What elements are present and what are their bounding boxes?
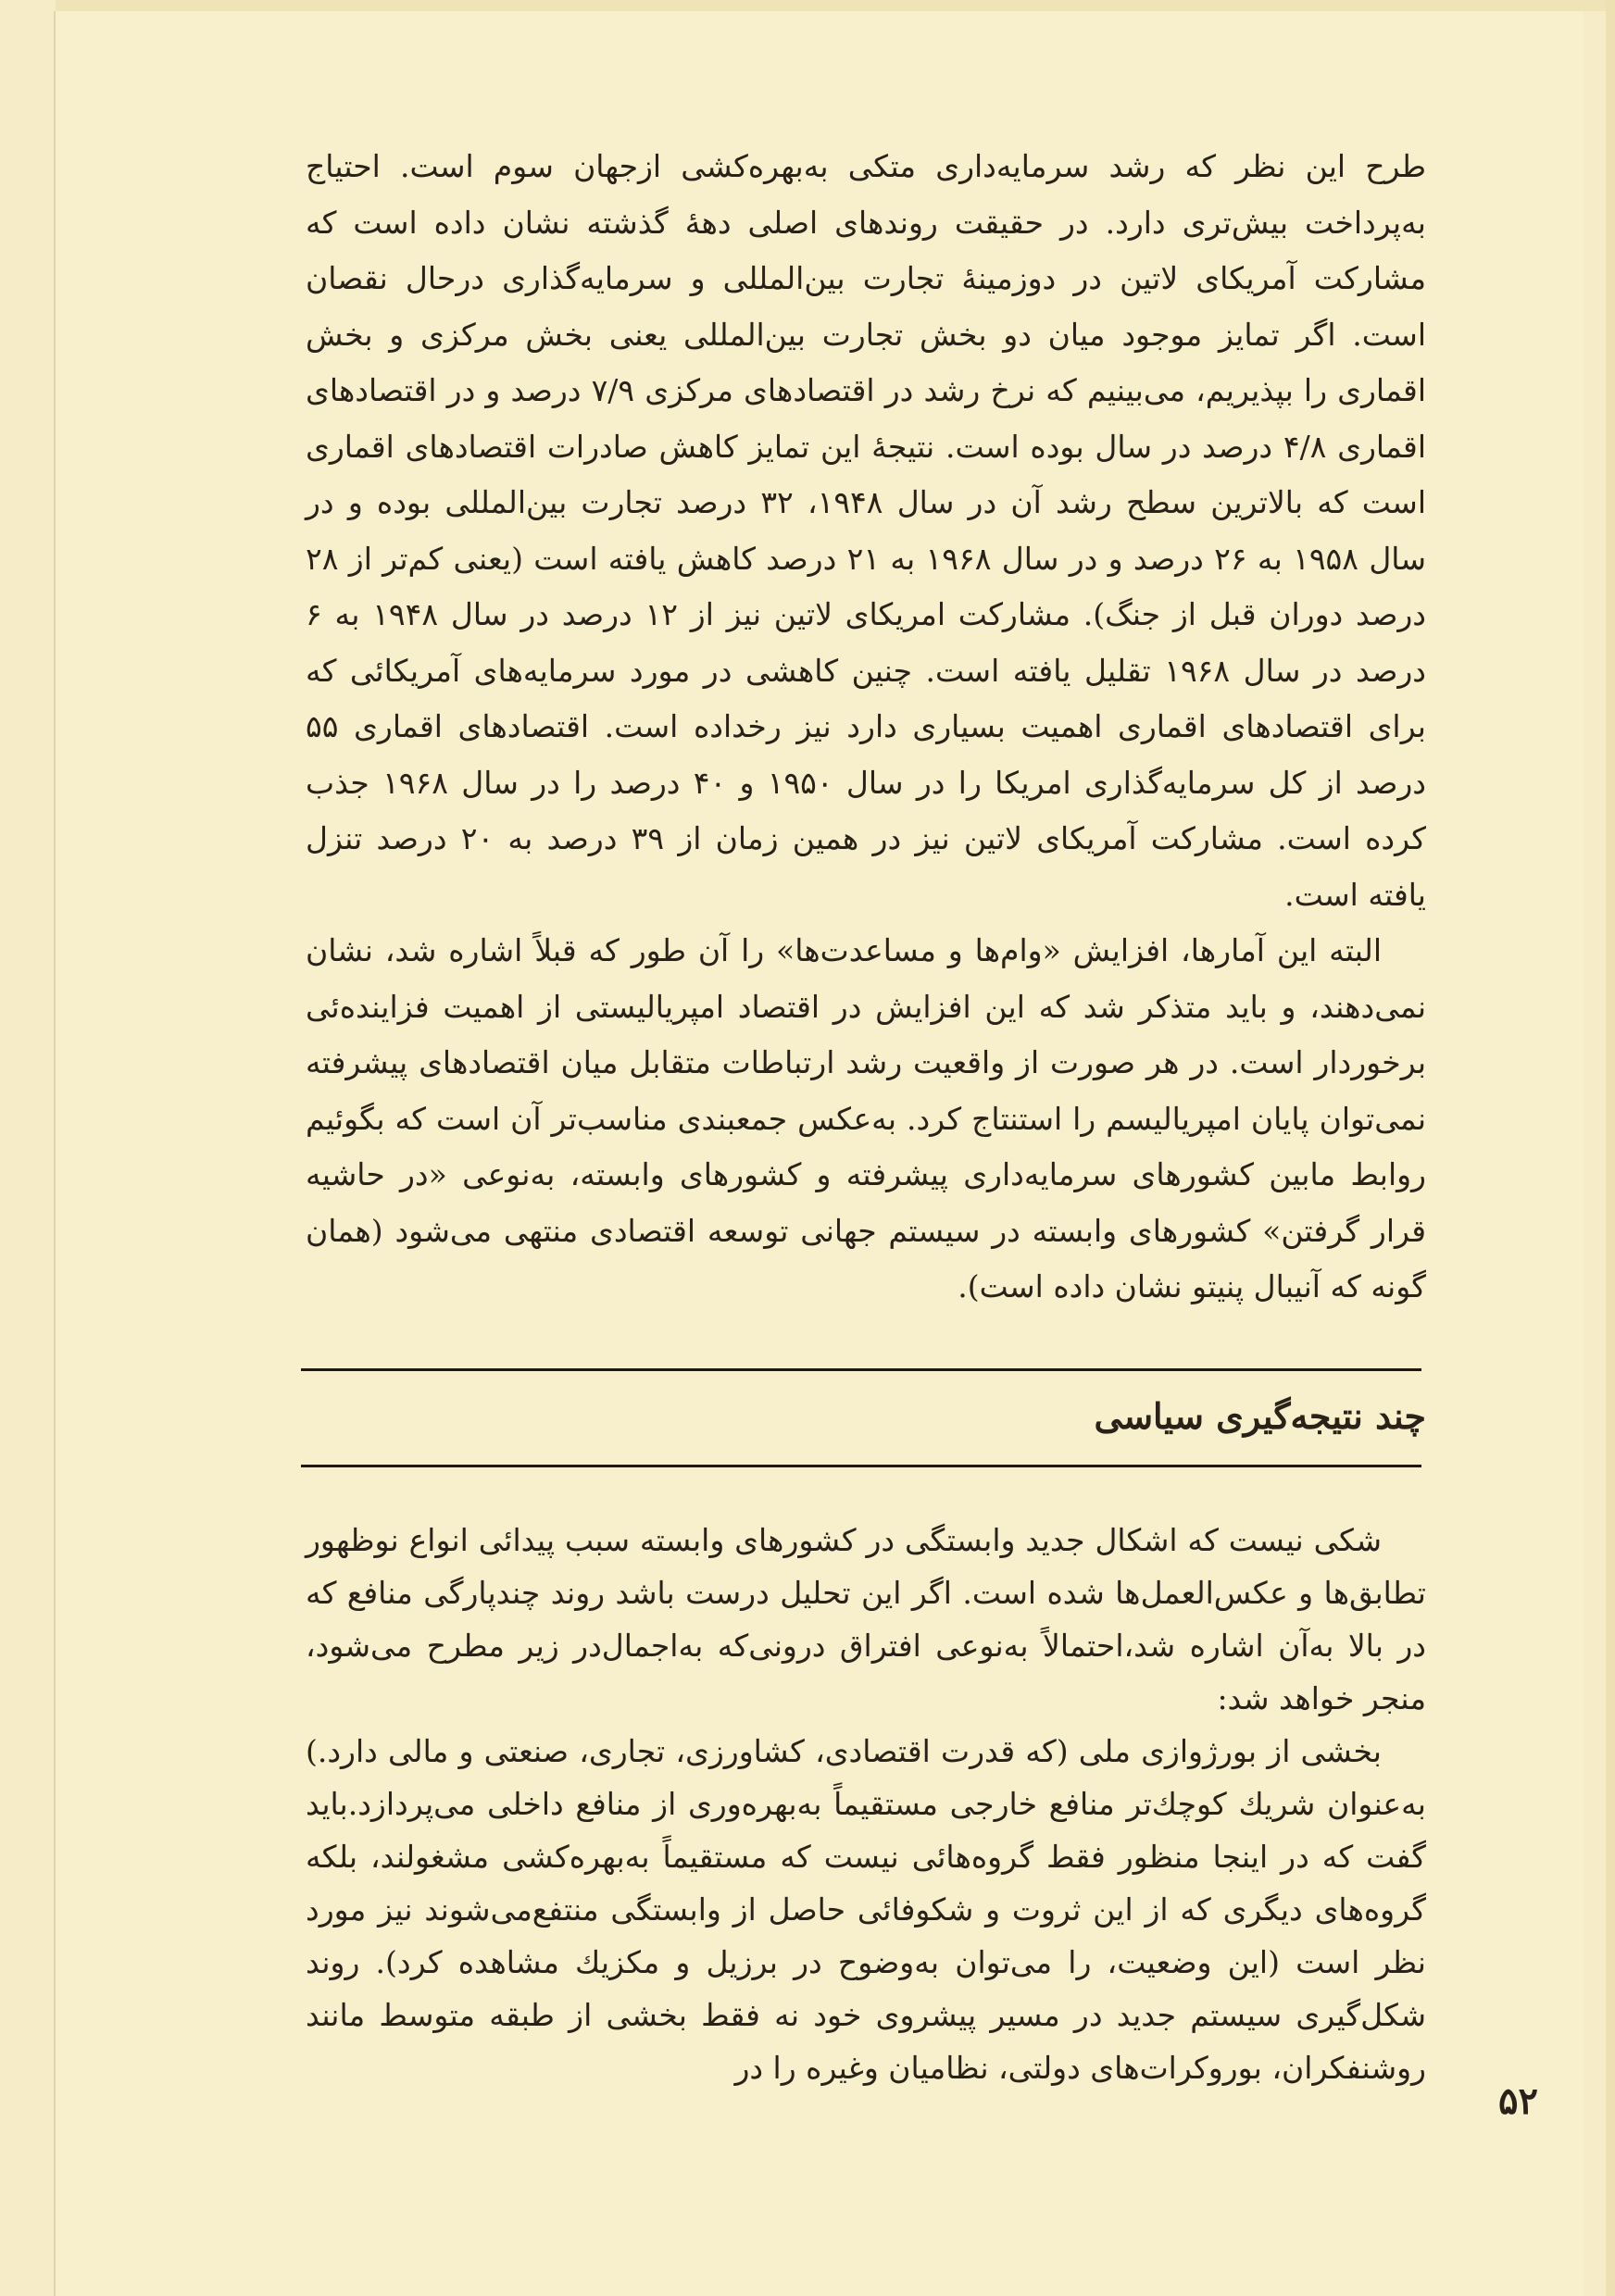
page-right-edge xyxy=(1606,0,1615,2296)
page-number: ۵۲ xyxy=(1498,2079,1538,2123)
section-divider-top xyxy=(301,1368,1421,1371)
paragraph: بخشی از بورژوازی ملی (که قدرت اقتصادی، کشاورزی، تجاری، صنعتی و مالی دارد.) به‌عنوان شریك کوچك‌تر منافع خارجی مستقیماً به‌بهره‌وری از منافع داخلی می‌پردازد.باید گفت که در اینجا منظور فقط گروه‌هائی نیست که مستقیماً به‌بهره‌کشی مشغولند، بلکه گروه‌های دیگری که از این ثروت و شکوفائی حاصل از وابستگی منتفع‌می‌شوند نیز مورد نظر است (این وضعیت، را می‌توان به‌وضوح در برزیل و مکزیك مشاهده کرد). روند شکل‌گیری سیستم جدید در مسیر پیشروی خود نه فقط بخشی از طبقه متوسط مانند روشنفکران، بوروکرات‌های دولتی، نظامیان وغیره را در xyxy=(306,1733,1426,2086)
paragraph: شکی نیست که اشکال جدید وابستگی در کشورهای وابسته سبب پیدائی انواع نوظهور تطابق‌ها و عکس‌العمل‌ها شده است. اگر این تحلیل درست باشد روند چندپارگی منافع که در بالا به‌آن اشاره شد،احتمالاً به‌نوعی افتراق درونی‌که به‌اجمال‌در زیر مطرح می‌شود، منجر خواهد شد: xyxy=(306,1522,1426,1716)
page-top-edge xyxy=(56,0,1615,11)
paragraph: طرح این نظر که رشد سرمایه‌داری متکی به‌بهره‌کشی ازجهان سوم است. احتیاج به‌پرداخت بیش‌تری دارد. در حقیقت روندهای اصلی دههٔ گذشته نشان داده است که مشارکت آمریکای لاتین در دوزمینهٔ تجارت بین‌المللی و سرمایه‌گذاری درحال نقصان است. اگر تمایز موجود میان دو بخش تجارت بین‌المللی یعنی بخش مرکزی و بخش اقماری را بپذیریم، می‌بینیم که نرخ رشد در اقتصادهای مرکزی ۷/۹ درصد و در اقتصادهای اقماری ۴/۸ درصد در سال بوده است. نتیجهٔ این تمایز کاهش صادرات اقتصادهای اقماری است که بالاترین سطح رشد آن در سال ۱۹۴۸، ۳۲ درصد تجارت بین‌المللی بوده و در سال ۱۹۵۸ به ۲۶ درصد و در سال ۱۹۶۸ به ۲۱ درصد کاهش یافته است (یعنی کم‌تر از ۲۸ درصد دوران قبل از جنگ). مشارکت امریکای لاتین نیز از ۱۲ درصد در سال ۱۹۴۸ به ۶ درصد در سال ۱۹۶۸ تقلیل یافته است. چنین کاهشی در مورد سرمایه‌های آمریکائی که برای اقتصادهای اقماری اهمیت بسیاری دارد نیز رخداده است. اقتصادهای اقماری ۵۵ درصد از کل سرمایه‌گذاری امریکا را در سال ۱۹۵۰ و ۴۰ درصد را در سال ۱۹۶۸ جذب کرده است. مشارکت آمریکای لاتین نیز در همین زمان از ۳۹ درصد به ۲۰ درصد تنزل یافته است. xyxy=(306,148,1426,913)
section-divider-bottom xyxy=(301,1465,1421,1467)
main-text-block xyxy=(306,139,1426,1316)
paragraph: البته این آمارها، افزایش «وام‌ها و مساعدت‌ها» را آن طور که قبلاً اشاره شد، نشان نمی‌دهند، و باید متذکر شد که این افزایش در اقتصاد امپریالیستی از اهمیت فزاینده‌ئی برخوردار است. در هر صورت از واقعیت رشد ارتباطات متقابل میان اقتصادهای پیشرفته نمی‌توان پایان امپریالیسم را استنتاج کرد. به‌عکس جمعبندی مناسب‌تر آن است که بگوئیم روابط مابین کشورهای سرمایه‌داری پیشرفته و کشورهای وابسته، به‌نوعی «در حاشیه قرار گرفتن» کشورهای وابسته در سیستم جهانی توسعه اقتصادی منتهی می‌شود (همان گونه که آنیبال پنیتو نشان داده است). xyxy=(306,932,1426,1304)
section-text-block xyxy=(306,1514,1426,2094)
section-heading: چند نتیجه‌گیری سیاسی xyxy=(1094,1395,1426,1437)
